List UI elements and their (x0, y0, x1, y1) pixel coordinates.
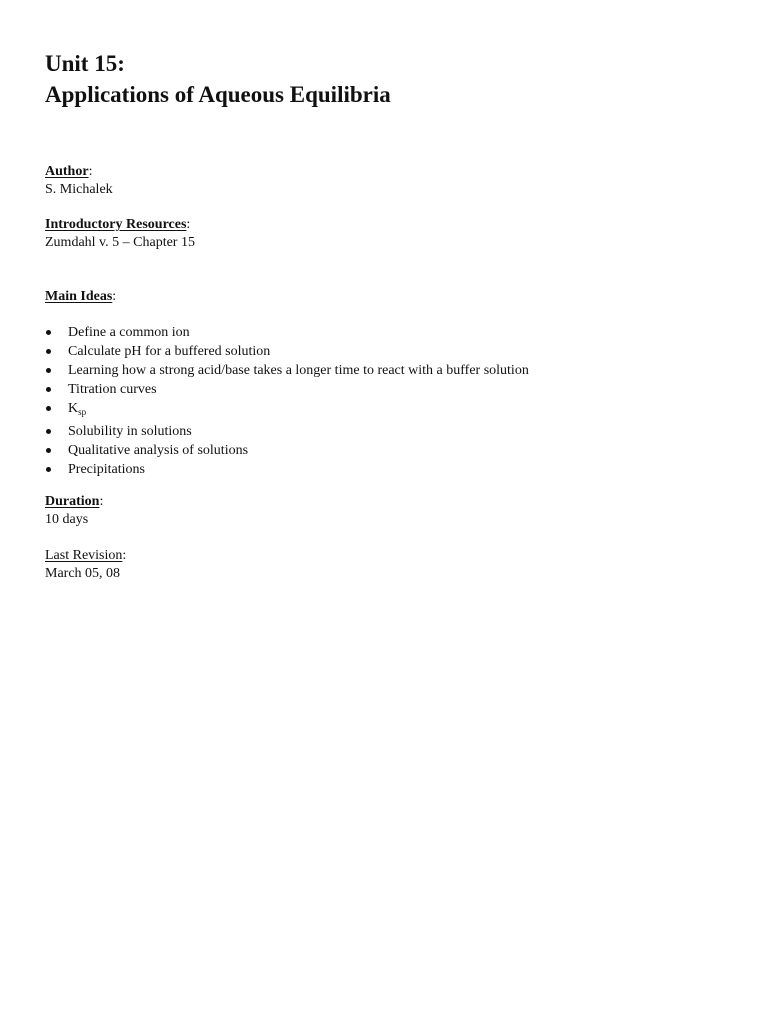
list-item-text: Calculate pH for a buffered solution (68, 344, 271, 359)
list-item (45, 342, 529, 361)
revision-section (45, 547, 126, 583)
list-item (45, 441, 529, 460)
list-item (45, 399, 529, 422)
list-item-text: Define a common ion (68, 325, 190, 340)
duration-value: 10 days (45, 512, 89, 527)
resources-value: Zumdahl v. 5 – Chapter 15 (45, 235, 195, 250)
page-title (45, 48, 391, 110)
list-item (45, 323, 529, 342)
bullet-icon (46, 406, 51, 411)
main-ideas-colon: : (112, 289, 117, 304)
revision-colon: : (122, 548, 127, 563)
bullet-icon (46, 349, 51, 354)
author-section (45, 163, 113, 199)
resources-colon: : (186, 217, 191, 232)
bullet-icon (46, 387, 51, 392)
list-item (45, 422, 529, 441)
bullet-icon (46, 467, 51, 472)
list-item (45, 380, 529, 399)
list-item (45, 460, 529, 479)
main-ideas-section (45, 288, 116, 306)
title-line-1: Unit 15: (45, 51, 125, 76)
ksp-subscript: sp (78, 407, 87, 417)
title-line-2: Applications of Aqueous Equilibria (45, 82, 391, 107)
revision-label: Last Revision (45, 548, 123, 563)
list-item-text: K (68, 401, 79, 416)
bullet-icon (46, 330, 51, 335)
bullet-icon (46, 368, 51, 373)
list-item-text: Qualitative analysis of solutions (68, 443, 249, 458)
bullet-icon (46, 448, 51, 453)
main-ideas-list (45, 323, 529, 479)
resources-label: Introductory Resources (45, 217, 187, 232)
list-item-text: Precipitations (68, 462, 145, 477)
list-item-text: Titration curves (68, 382, 157, 397)
duration-label: Duration (45, 494, 100, 509)
list-item-text: Learning how a strong acid/base takes a longer time to react with a buffer solution (68, 363, 529, 378)
author-value: S. Michalek (45, 182, 113, 197)
author-colon: : (88, 164, 93, 179)
duration-colon: : (99, 494, 104, 509)
author-label: Author (45, 164, 89, 179)
list-item-text: Solubility in solutions (68, 424, 192, 439)
resources-section (45, 216, 195, 252)
revision-value: March 05, 08 (45, 566, 121, 581)
list-item (45, 361, 529, 380)
main-ideas-label: Main Ideas (45, 289, 113, 304)
bullet-icon (46, 429, 51, 434)
duration-section (45, 493, 103, 529)
